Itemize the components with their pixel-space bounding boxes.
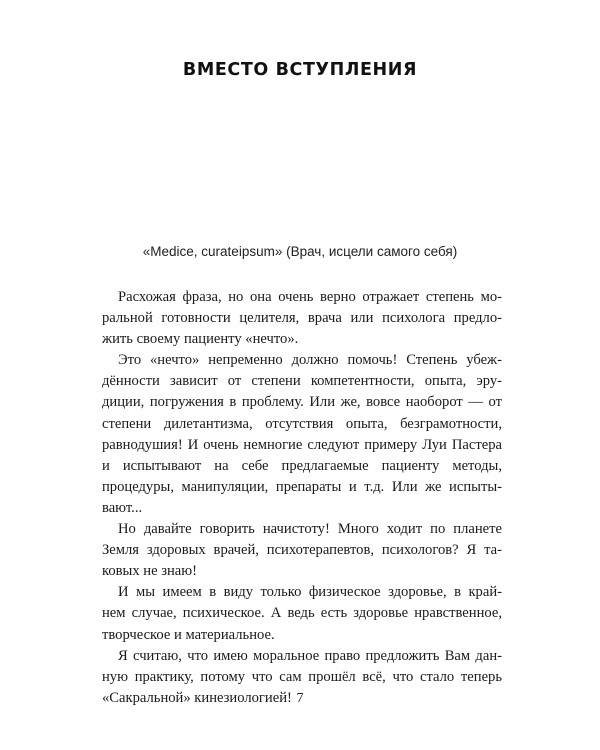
text-line: ную практику, потому что сам прошёл всё, что стало теперь <box>102 668 502 685</box>
text-line: Это «нечто» непременно должно помочь! Степень убеж- <box>118 352 502 369</box>
chapter-title: ВМЕСТО ВСТУПЛЕНИЯ <box>182 60 418 80</box>
text-line: ковых не знаю! <box>102 563 198 580</box>
text-line: Расхожая фраза, но она очень верно отражает степень мо- <box>118 289 502 305</box>
body-text <box>102 287 502 709</box>
text-line: творческое и материальное. <box>102 626 275 643</box>
text-line: степени дилетантизма, отсутствия опыта, безграмотности, <box>102 415 502 432</box>
text-line: Земля здоровых врачей, психотерапевтов, психологов? Я та- <box>102 542 502 559</box>
text-line: нем случае, психическое. А ведь есть здоровье нравственное, <box>102 605 502 622</box>
text-line: дённости зависит от степени компетентности, опыта, эру- <box>102 373 502 390</box>
text-line: И мы имеем в виду только физическое здоровье, в край- <box>118 584 502 601</box>
text-line: диции, погружения в проблему. Или же, вовсе наоборот — от <box>102 394 502 411</box>
text-line: жить своему пациенту «нечто». <box>102 331 299 348</box>
text-line: и испытывают на себе предлагаемые пациенту методы, <box>102 457 502 474</box>
text-line: равнодушия! И очень немногие следуют примеру Луи Пастера <box>102 436 502 453</box>
text-line: процедуры, манипуляции, препараты и т.д. Или же испыты- <box>102 478 502 495</box>
text-line: вают... <box>102 499 143 516</box>
text-line: «Сакральной» кинезиологией! <box>102 689 292 706</box>
page-number: 7 <box>296 691 304 706</box>
text-line: ральной готовности целителя, врача или психолога предло- <box>102 310 502 327</box>
text-line: Но давайте говорить начистоту! Много ходит по планете <box>118 521 502 538</box>
text-line: Я считаю, что имею моральное право предложить Вам дан- <box>118 647 502 664</box>
epigraph: «Medice, curateipsum» (Врач, исцели самого себя) <box>142 244 458 259</box>
